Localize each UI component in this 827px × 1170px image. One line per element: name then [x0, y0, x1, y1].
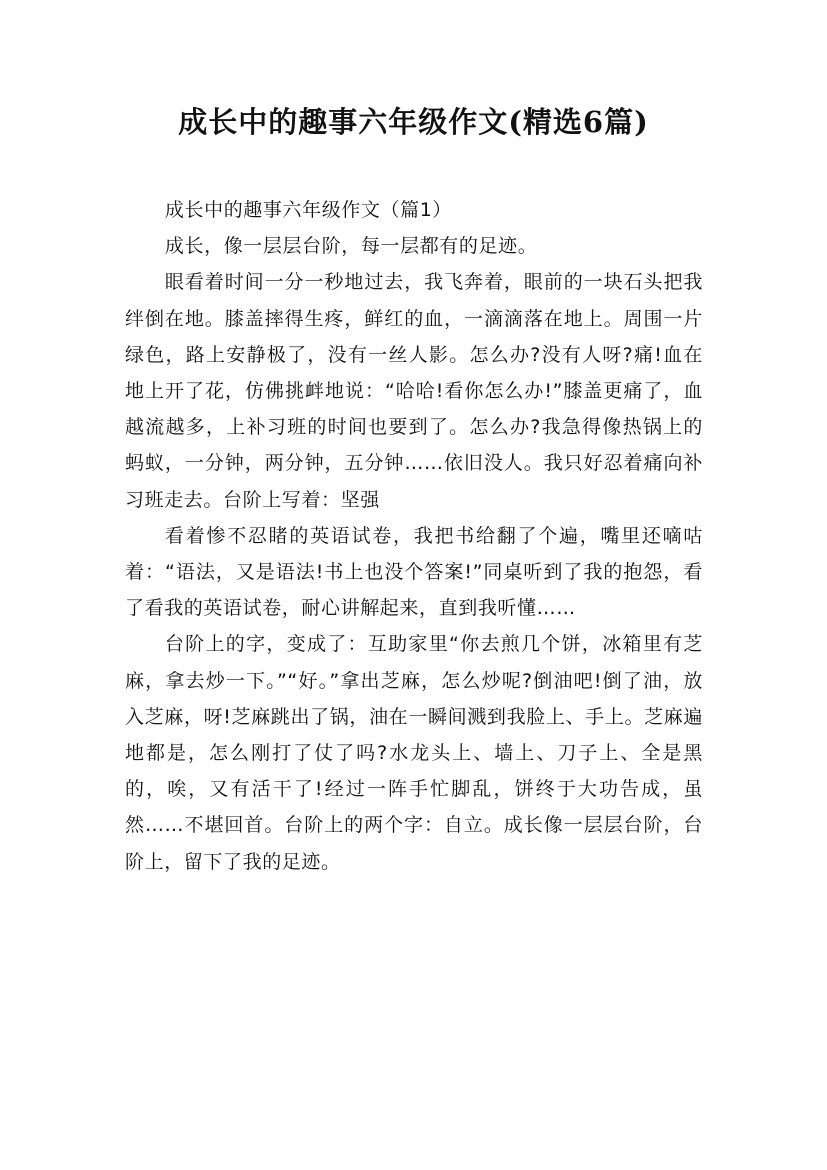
document-title: 成长中的趣事六年级作文(精选6篇): [178, 105, 649, 139]
document-body: [125, 192, 703, 880]
paragraph: 眼看着时间一分一秒地过去，我飞奔着，眼前的一块石头把我绊倒在地。膝盖摔得生疼，鲜红的血，一滴滴落在地上。周围一片绿色，路上安静极了，没有一丝人影。怎么办?没有人呀?痛!血在地上开了花，仿佛挑衅地说：“哈哈!看你怎么办!”膝盖更痛了，血越流越多，上补习班的时间也要到了。怎么办?我急得像热锅上的蚂蚁，一分钟，两分钟，五分钟……依旧没人。我只好忍着痛向补习班走去。台阶上写着：坚强: [125, 271, 703, 511]
paragraph: 成长，像一层层台阶，每一层都有的足迹。: [164, 235, 538, 258]
paragraph: 台阶上的字，变成了：互助家里“你去煎几个饼，冰箱里有芝麻，拿去炒一下。”“好。”拿出芝麻，怎么炒呢?倒油吧!倒了油，放入芝麻，呀!芝麻跳出了锅，油在一瞬间溅到我脸上、手上。芝麻遍地都是，怎么刚打了仗了吗?水龙头上、墙上、刀子上、全是黑的，唉，又有活干了!经过一阵手忙脚乱，饼终于大功告成，虽然……不堪回首。台阶上的两个字：自立。成长像一层层台阶，台阶上，留下了我的足迹。: [125, 633, 703, 873]
section-heading: 成长中的趣事六年级作文（篇1）: [164, 199, 452, 221]
paragraph: 看着惨不忍睹的英语试卷，我把书给翻了个遍，嘴里还嘀咕着：“语法，又是语法!书上也没个答案!”同桌听到了我的抱怨，看了看我的英语试卷，耐心讲解起来，直到我听懂……: [125, 524, 703, 620]
